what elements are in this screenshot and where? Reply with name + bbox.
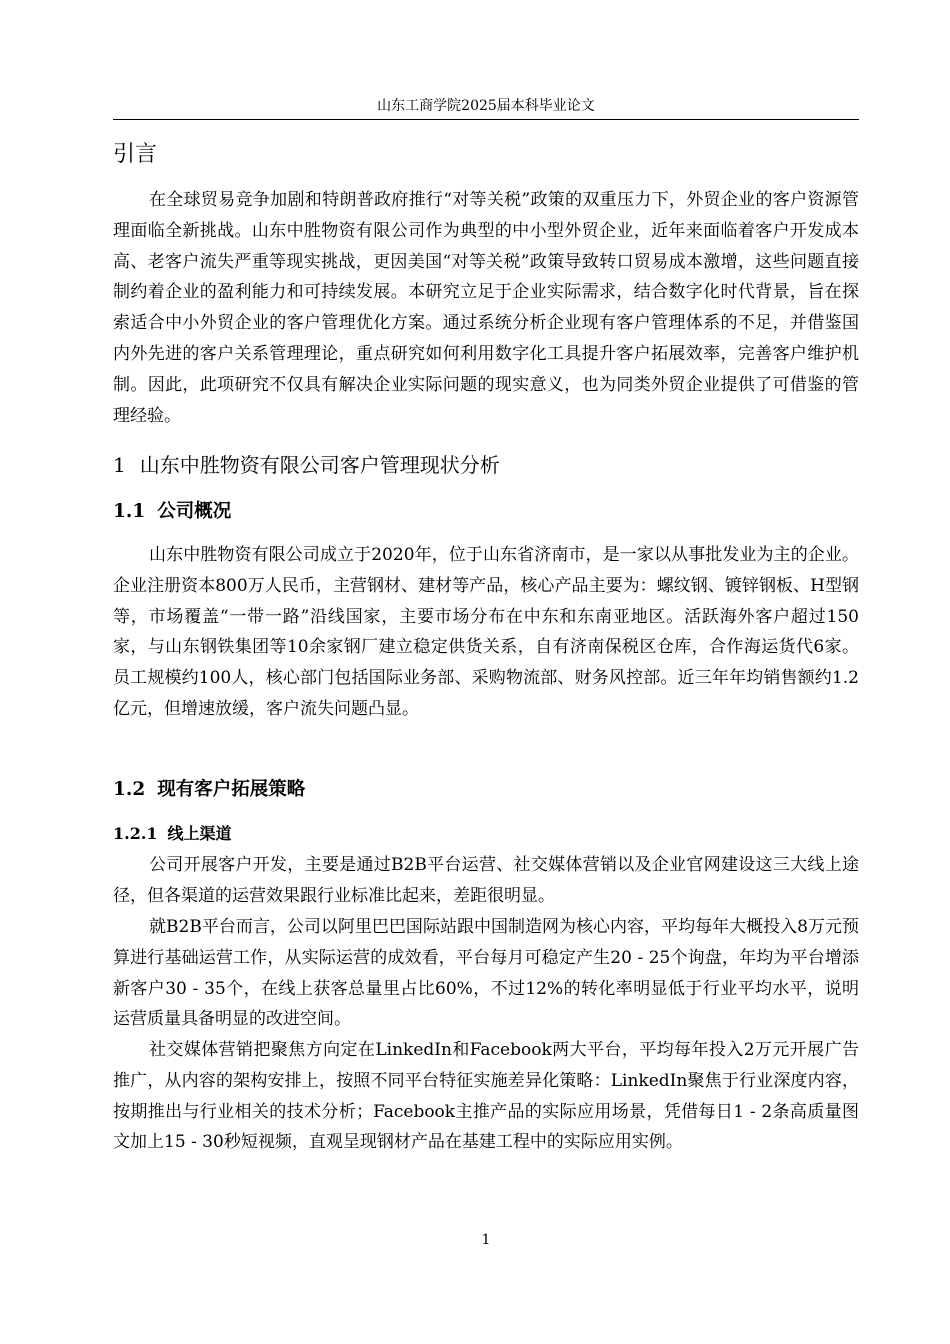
section-1-2-1-paragraph-1: 公司开展客户开发，主要是通过B2B平台运营、社交媒体营销以及企业官网建设这三大线上途径，但各渠道的运营效果跟行业标准比起来，差距很明显。 (113, 855, 859, 906)
section-1-1-number: 1.1 (113, 501, 146, 522)
header-divider (113, 119, 859, 120)
section-1-2-1-heading (113, 821, 232, 847)
page-number: 1 (481, 1232, 491, 1248)
section-1-1-paragraph: 山东中胜物资有限公司成立于2020年，位于山东省济南市，是一家以从事批发业为主的企业。企业注册资本800万人民币，主营钢材、建材等产品，核心产品主要为：螺纹钢、镀锌钢板、H型钢等，市场覆盖“一带一路”沿线国家，主要市场分布在中东和东南亚地区。活跃海外客户超过150家，与山东钢铁集团等10余家钢厂建立稳定供货关系，自有济南保税区仓库，合作海运货代6家。员工规模约100人，核心部门包括国际业务部、采购物流部、财务风控部。近三年年均销售额约1.2亿元，但增速放缓，客户流失问题凸显。 (113, 545, 859, 719)
section-1-2-number: 1.2 (113, 779, 146, 800)
section-1-1-heading (113, 498, 231, 526)
section-1-2-1-paragraph-3: 社交媒体营销把聚焦方向定在LinkedIn和Facebook两大平台，平均每年投入2万元开展广告推广，从内容的架构安排上，按照不同平台特征实施差异化策略：LinkedIn聚焦于行业深度内容，按期推出与行业相关的技术分析；Facebook主推产品的实际应用场景，凭借每日1 - 2条高质量图文加上15 - 30秒短视频，直观呈现钢材产品在基建工程中的实际应用实例。 (113, 1040, 859, 1153)
section-1-2-1-title: 线上渠道 (167, 824, 232, 843)
section-1-2-1-number: 1.2.1 (113, 824, 158, 843)
section-1-2-1-paragraph-2: 就B2B平台而言，公司以阿里巴巴国际站跟中国制造网为核心内容，平均每年大概投入8万元预算进行基础运营工作，从实际运营的成效看，平台每月可稳定产生20 - 25个询盘，年均为平台增添新客户30 - 35个，在线上获客总量里占比60%，不过12%的转化率明显低于行业平均水平，说明运营质量具备明显的改进空间。 (113, 917, 859, 1030)
section-1-2-heading (113, 776, 305, 804)
section-1-2-title: 现有客户拓展策略 (157, 779, 306, 800)
intro-paragraph: 在全球贸易竞争加剧和特朗普政府推行“对等关税”政策的双重压力下，外贸企业的客户资源管理面临全新挑战。山东中胜物资有限公司作为典型的中小型外贸企业，近年来面临着客户开发成本高、老客户流失严重等现实挑战，更因美国“对等关税”政策导致转口贸易成本激增，这些问题直接制约着企业的盈利能力和可持续发展。本研究立足于企业实际需求，结合数字化时代背景，旨在探索适合中小外贸企业的客户管理优化方案。通过系统分析企业现有客户管理体系的不足，并借鉴国内外先进的客户关系管理理论，重点研究如何利用数字化工具提升客户拓展效率，完善客户维护机制。因此，此项研究不仅具有解决企业实际问题的现实意义，也为同类外贸企业提供了可借鉴的管理经验。 (113, 190, 859, 426)
chapter-1-title: 山东中胜物资有限公司客户管理现状分析 (139, 453, 500, 477)
chapter-1-heading (113, 450, 500, 480)
intro-heading: 引言 (113, 142, 158, 167)
chapter-1-number: 1 (113, 453, 126, 477)
running-header: 山东工商学院2025届本科毕业论文 (377, 98, 595, 114)
section-1-1-title: 公司概况 (157, 501, 232, 522)
